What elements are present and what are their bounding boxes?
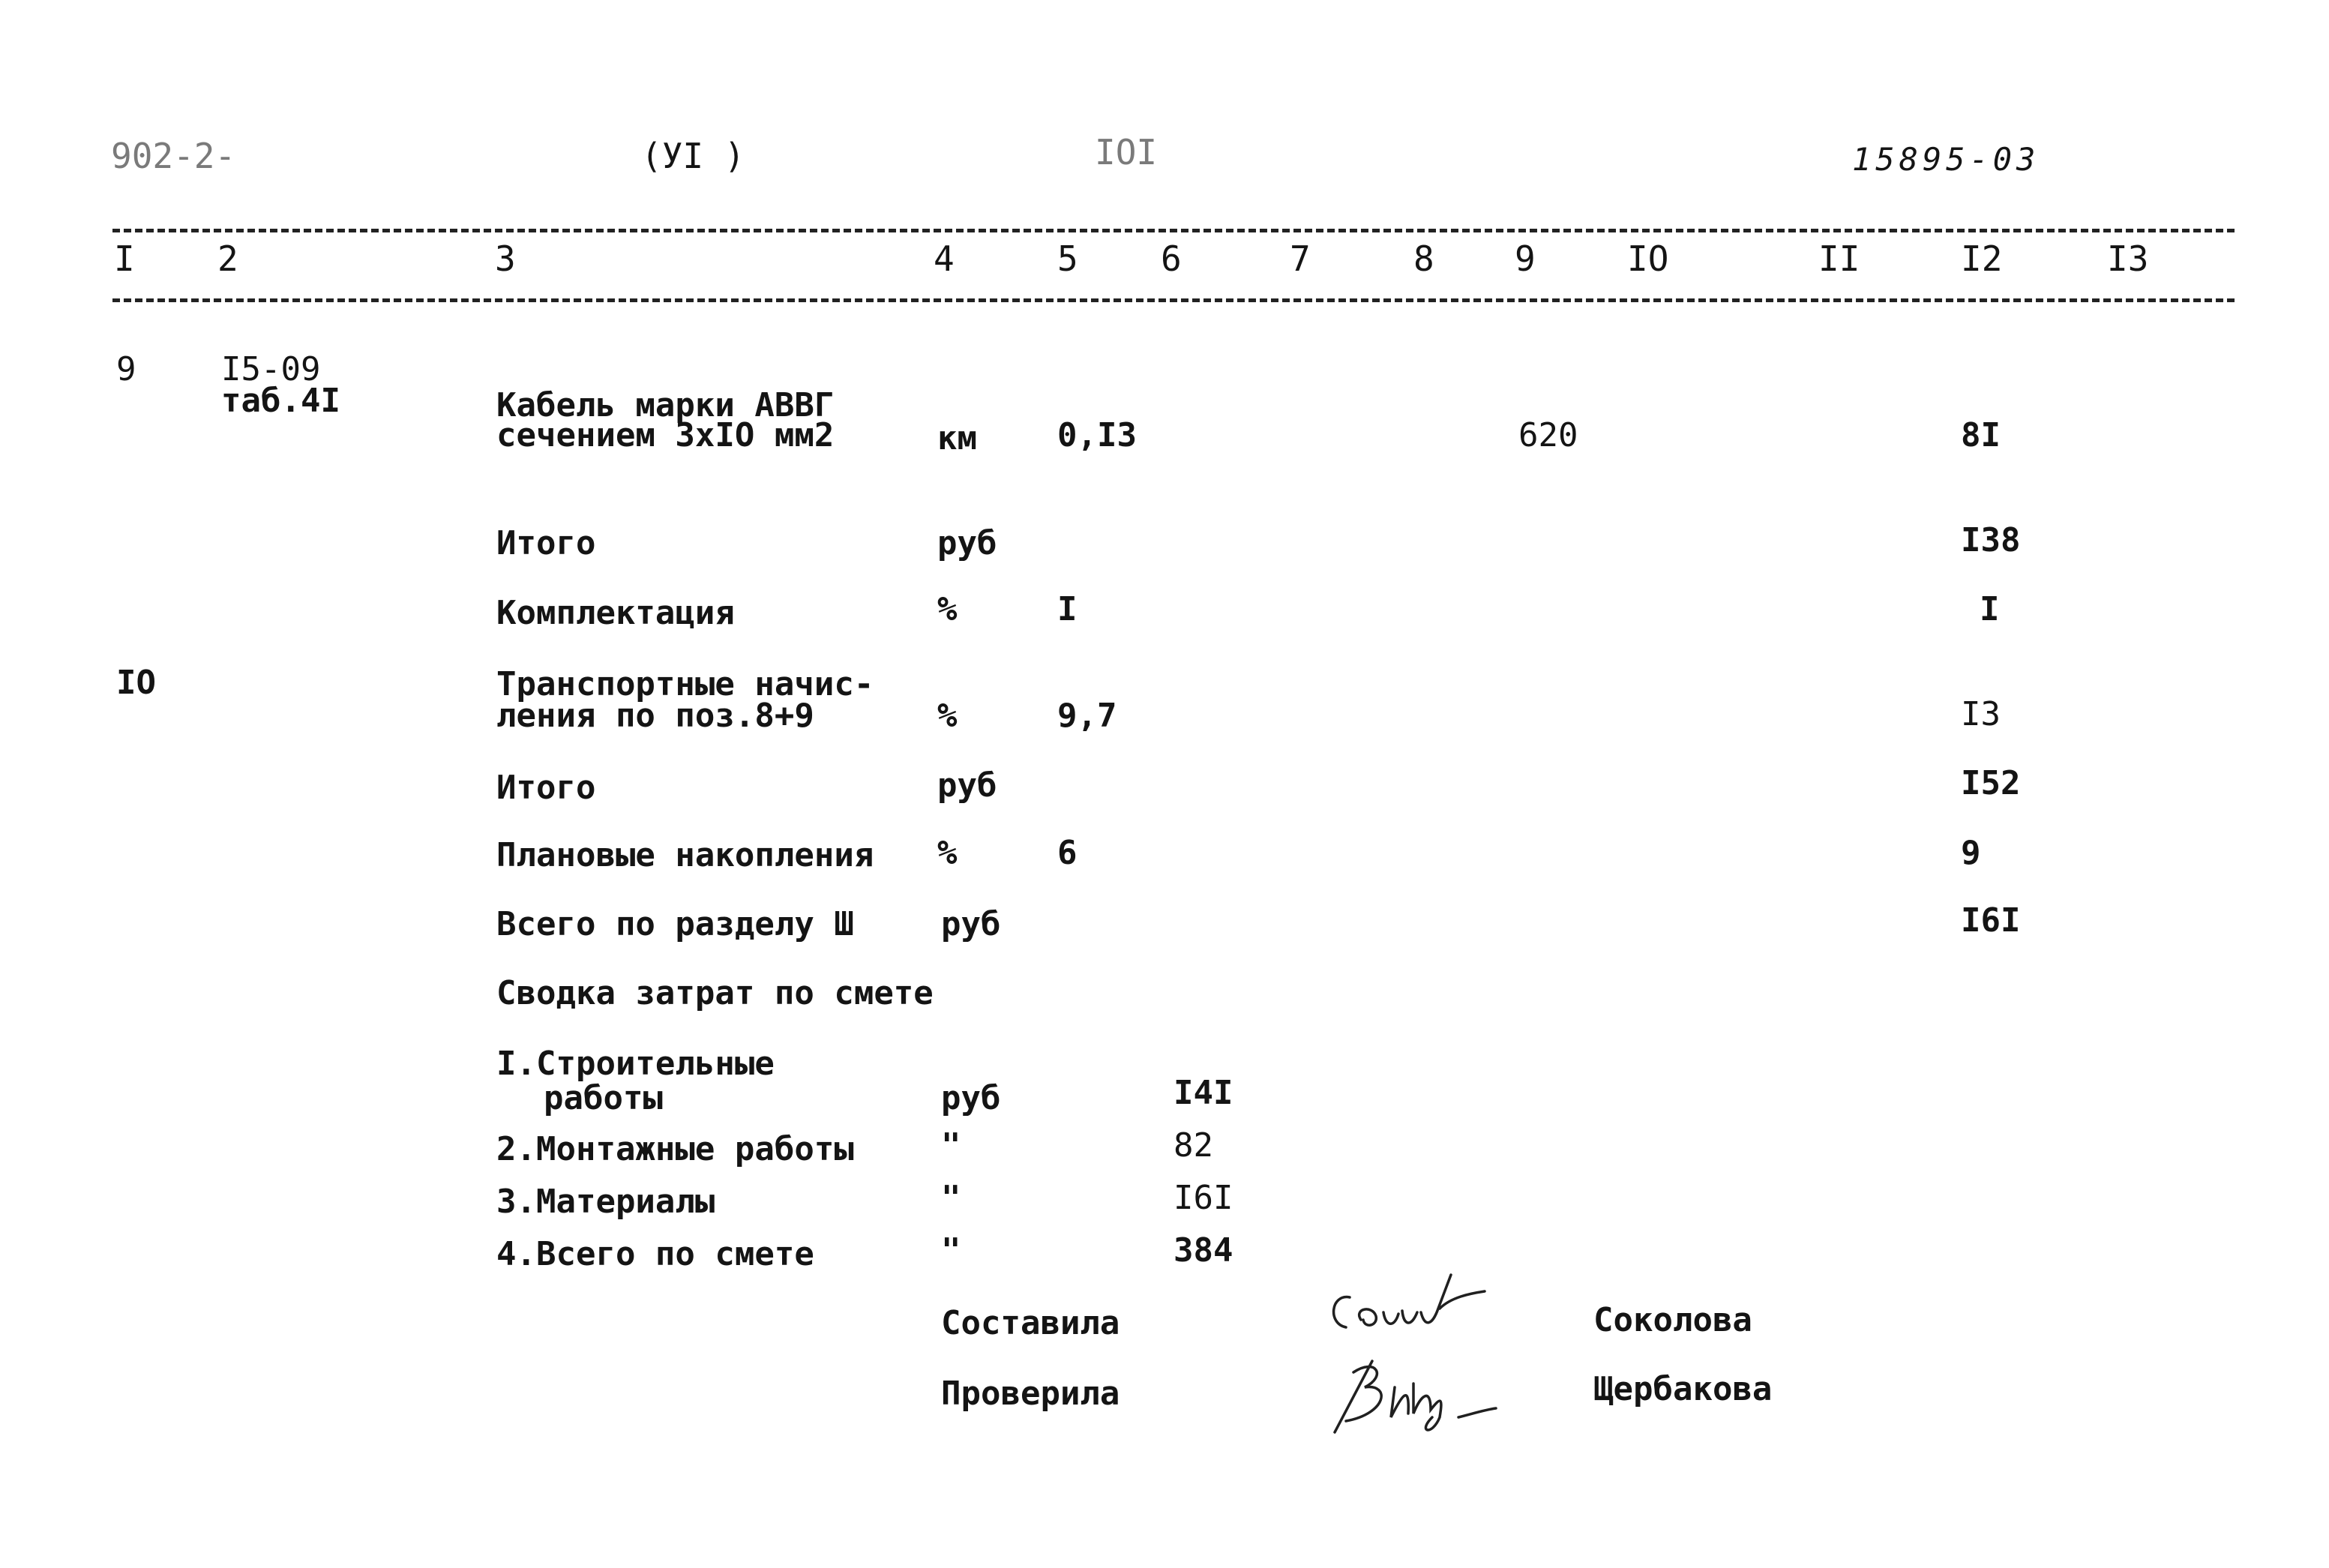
column-header: 9: [1515, 238, 1536, 279]
item-name: Кабель марки АВВГ: [496, 386, 835, 424]
item-name: Плановые накопления: [496, 836, 874, 874]
header-top-rule: [112, 229, 2235, 232]
summary-label: I.Строительные: [496, 1045, 775, 1083]
unit-price: 620: [1518, 416, 1578, 454]
column-header: 7: [1290, 238, 1311, 279]
column-header: 6: [1161, 238, 1182, 279]
item-name: Всего по разделу Ш: [496, 905, 854, 943]
handwritten-signature-compiled: [1320, 1267, 1567, 1350]
column-header: 3: [495, 238, 516, 279]
item-name: Транспортные начис-: [496, 665, 874, 703]
total: 8I: [1961, 416, 2001, 454]
row-number: 9: [116, 350, 136, 388]
column-header: 5: [1057, 238, 1078, 279]
column-header: 4: [934, 238, 955, 279]
unit: %: [937, 590, 958, 628]
summary-value: 384: [1173, 1231, 1233, 1270]
item-name: Итого: [496, 769, 596, 807]
total: I38: [1961, 521, 2021, 559]
column-header: 2: [217, 238, 238, 279]
compiled-name: Соколова: [1593, 1301, 1752, 1339]
unit: км: [937, 419, 977, 457]
quantity: 0,I3: [1057, 416, 1137, 454]
summary-unit: ": [941, 1231, 961, 1270]
column-header: I2: [1961, 238, 2003, 279]
summary-value: 82: [1173, 1126, 1213, 1165]
unit: руб: [941, 905, 1001, 943]
summary-label: 4.Всего по смете: [496, 1235, 814, 1273]
checked-name: Щербакова: [1593, 1370, 1773, 1408]
column-header: I3: [2107, 238, 2149, 279]
project-code: 902-2-: [111, 136, 236, 176]
summary-unit: ": [941, 1126, 961, 1165]
unit: %: [937, 697, 958, 735]
header-bottom-rule: [112, 298, 2235, 302]
column-header: IO: [1627, 238, 1669, 279]
summary-unit: руб: [941, 1079, 1001, 1117]
item-name-cont: ления по поз.8+9: [496, 697, 814, 735]
norm-table: таб.4I: [221, 382, 340, 420]
document-number: 15895-03: [1852, 141, 2040, 178]
total: 9: [1961, 834, 1981, 872]
checked-label: Проверила: [941, 1375, 1120, 1413]
item-name: Итого: [496, 524, 596, 562]
summary-label-cont: работы: [544, 1079, 663, 1117]
summary-value: I4I: [1173, 1074, 1233, 1112]
total: I3: [1961, 695, 2001, 733]
unit: руб: [937, 766, 997, 805]
total: I52: [1961, 764, 2021, 802]
handwritten-signature-checked: [1320, 1342, 1560, 1447]
column-header: 8: [1413, 238, 1434, 279]
item-name: Комплектация: [496, 594, 735, 632]
summary-label: 2.Монтажные работы: [496, 1130, 854, 1168]
section-mark: (УI ): [641, 136, 745, 176]
summary-value: I6I: [1173, 1179, 1233, 1217]
column-header: II: [1818, 238, 1860, 279]
quantity: 9,7: [1057, 697, 1117, 735]
total: I6I: [1961, 901, 2021, 940]
row-number: IO: [116, 664, 156, 702]
unit: руб: [937, 524, 997, 562]
page-number: IOI: [1095, 132, 1158, 172]
item-name-cont: сечением 3хIO мм2: [496, 416, 835, 454]
quantity: I: [1057, 590, 1078, 628]
compiled-label: Составила: [941, 1304, 1120, 1342]
column-header: I: [114, 238, 135, 279]
summary-unit: ": [941, 1179, 961, 1217]
summary-label: 3.Материалы: [496, 1183, 715, 1221]
quantity: 6: [1057, 834, 1078, 872]
norm-code: I5-09: [221, 350, 321, 388]
unit: %: [937, 834, 958, 872]
summary-title: Сводка затрат по смете: [496, 974, 934, 1012]
total: I: [1980, 590, 2000, 628]
